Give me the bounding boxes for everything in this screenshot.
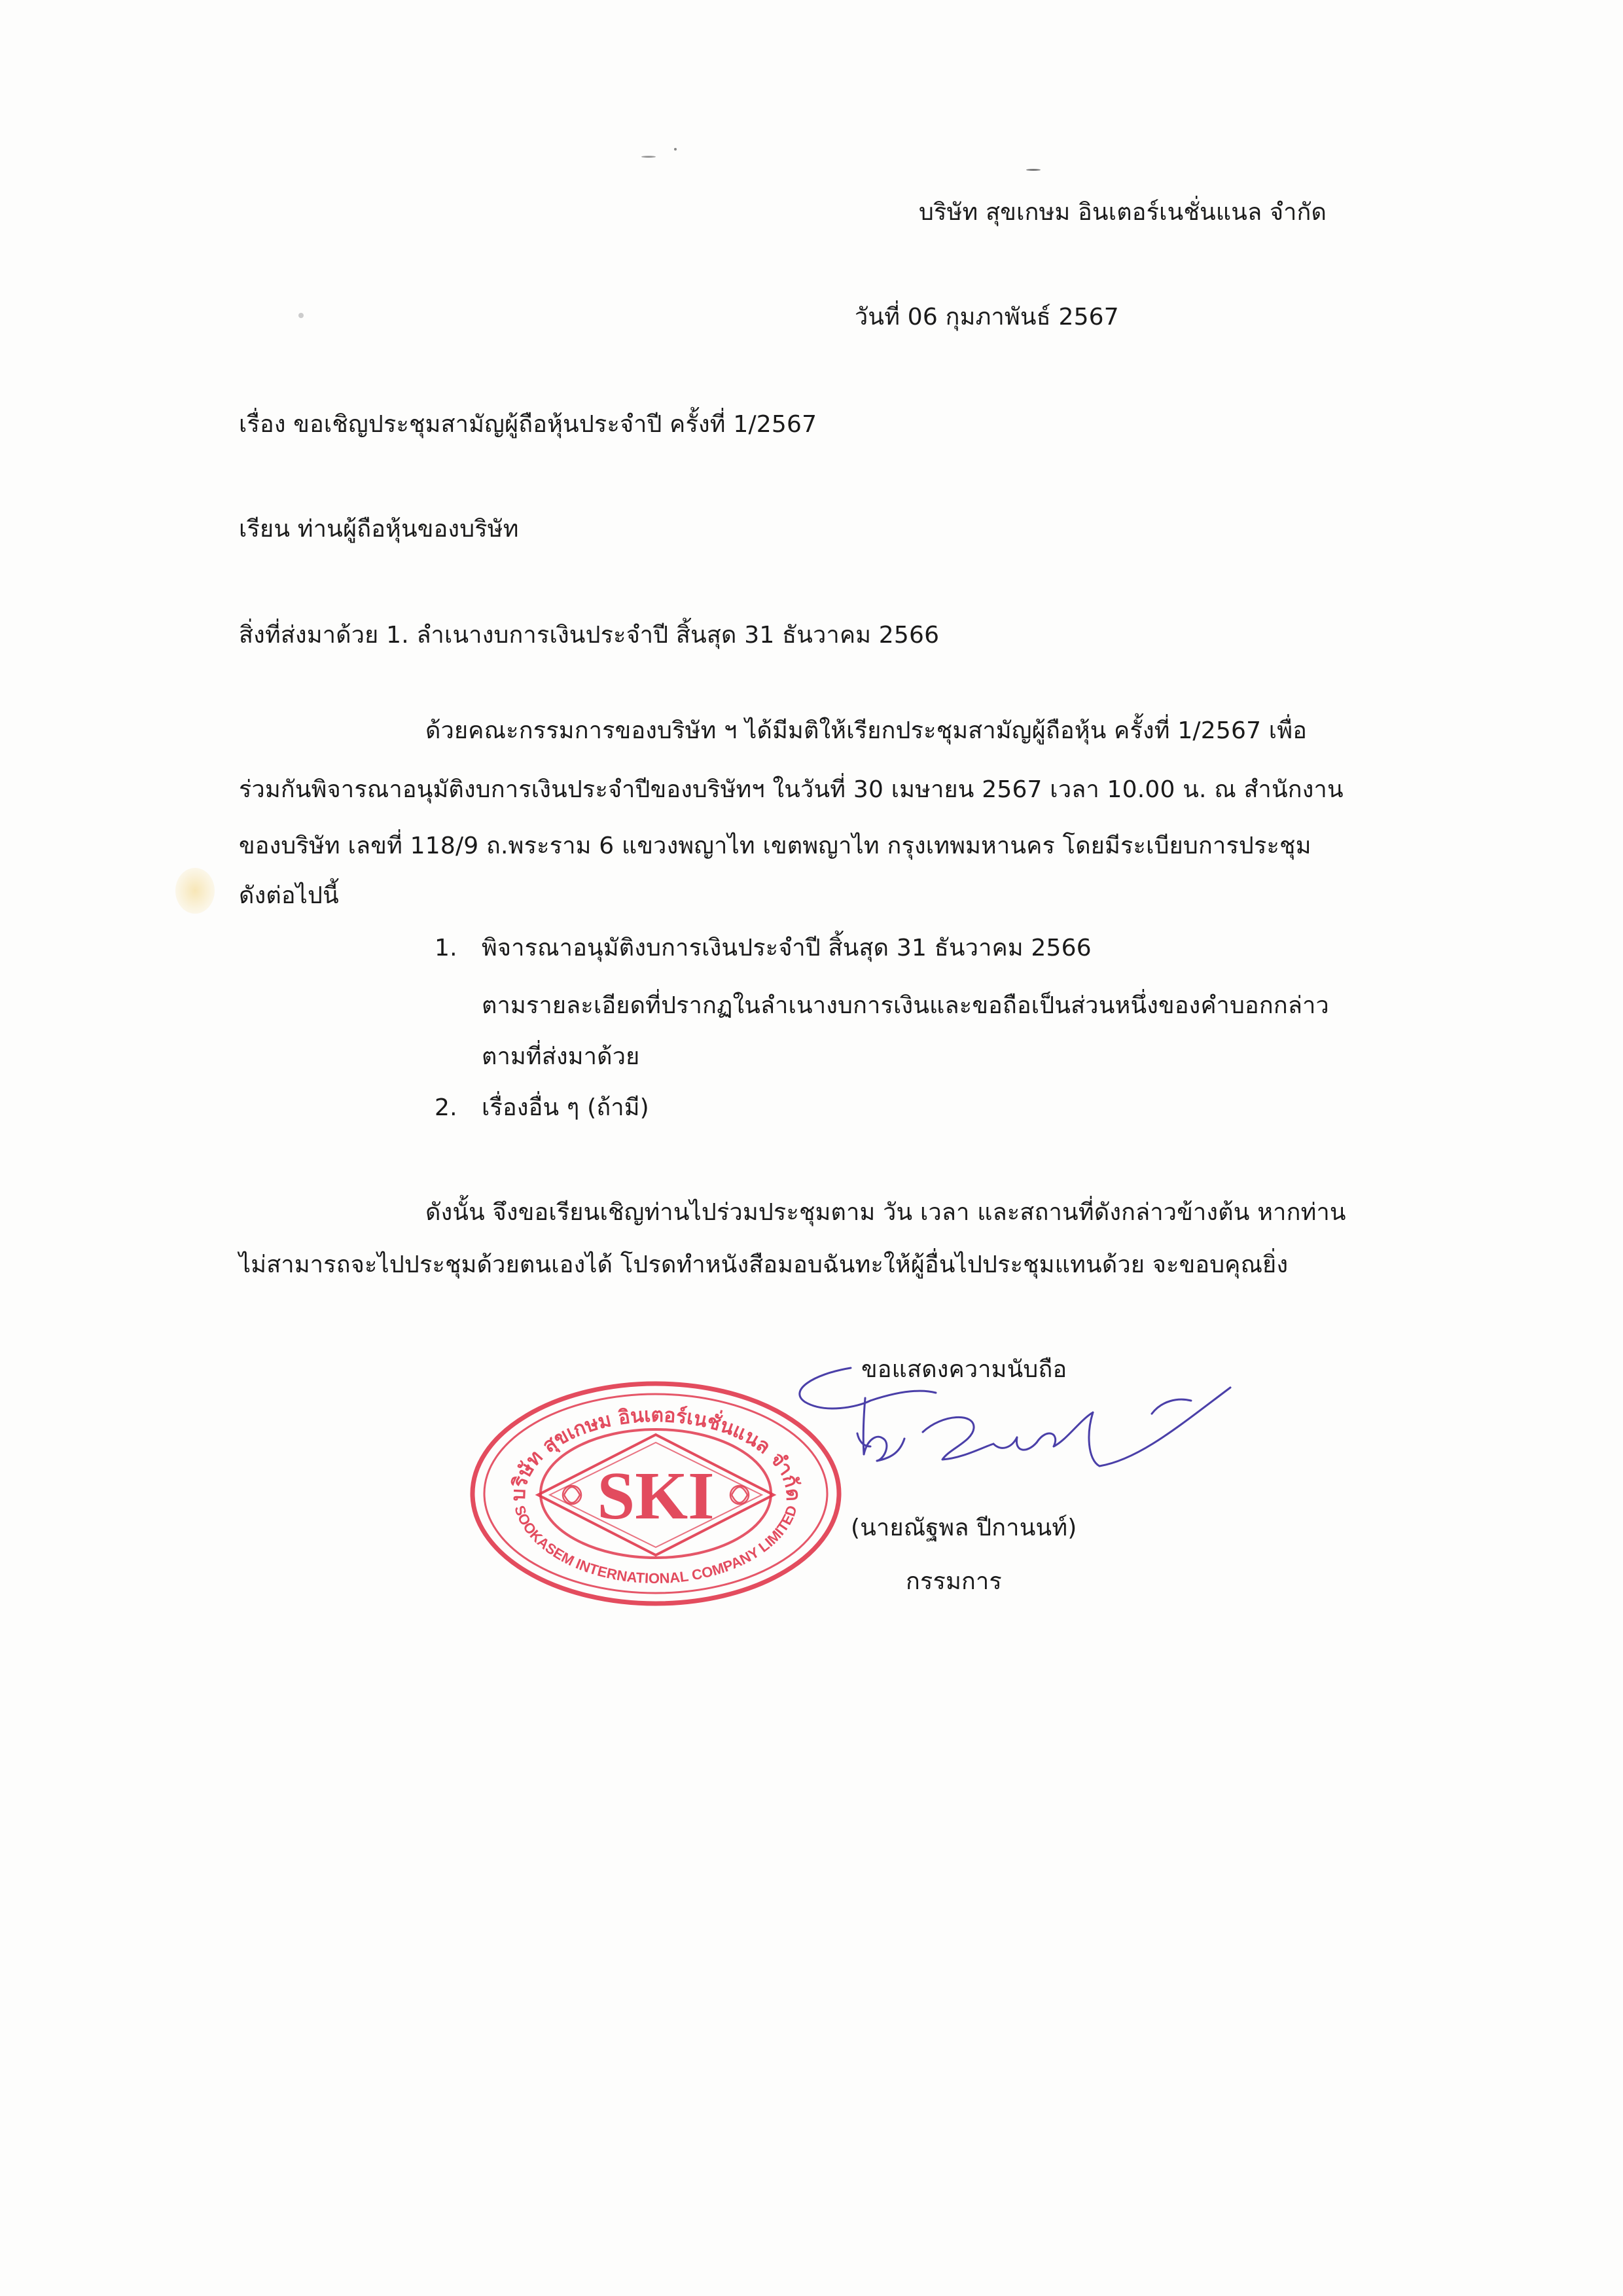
signature: [785, 1361, 1243, 1545]
scan-speck: [674, 148, 677, 151]
scan-speck: [641, 156, 656, 158]
subject-line: เรื่อง ขอเชิญประชุมสามัญผู้ถือหุ้นประจำปี ครั้งที่ 1/2567: [239, 411, 817, 438]
scan-speck: [298, 313, 304, 318]
enclosure-line: สิ่งที่ส่งมาด้วย 1. ลำเนางบการเงินประจำปี สิ้นสุด 31 ธันวาคม 2566: [239, 622, 940, 649]
agenda-number: 2.: [435, 1094, 457, 1121]
letter-date: วันที่ 06 กุมภาพันธ์ 2567: [855, 304, 1119, 331]
company-name: บริษัท สุขเกษม อินเตอร์เนชั่นแนล จำกัด: [919, 199, 1327, 226]
closing-salutation: ขอแสดงความนับถือ: [861, 1356, 1067, 1383]
para1-line: ดังต่อไปนี้: [239, 882, 339, 909]
para1-line: ร่วมกันพิจารณาอนุมัติงบการเงินประจำปีของบริษัทฯ ในวันที่ 30 เมษายน 2567 เวลา 10.00 น. ณ สำนักงาน: [239, 776, 1344, 803]
seal-bottom-text: SOOKASEM INTERNATIONAL COMPANY LIMITED: [511, 1503, 800, 1587]
para1-line: ด้วยคณะกรรมการของบริษัท ฯ ได้มีมติให้เรียกประชุมสามัญผู้ถือหุ้น ครั้งที่ 1/2567 เพื่อ: [425, 717, 1308, 744]
agenda-line: เรื่องอื่น ๆ (ถ้ามี): [482, 1094, 649, 1121]
para2-line: ดังนั้น จึงขอเรียนเชิญท่านไปร่วมประชุมตาม วัน เวลา และสถานที่ดังกล่าวข้างต้น หากท่าน: [425, 1199, 1346, 1226]
signatory-name: (นายณัฐพล ปีกานนท์): [851, 1515, 1077, 1541]
agenda-line: ตามรายละเอียดที่ปรากฏในลำเนางบการเงินและขอถือเป็นส่วนหนึ่งของคำบอกกล่าว: [482, 992, 1329, 1019]
signatory-title: กรรมการ: [906, 1568, 1002, 1595]
scan-speck: [1026, 169, 1041, 171]
agenda-line: ตามที่ส่งมาด้วย: [482, 1043, 640, 1070]
para2-line: ไม่สามารถจะไปประชุมด้วยตนเองได้ โปรดทำหนังสือมอบฉันทะให้ผู้อื่นไปประชุมแทนด้วย จะขอบคุณยิ่ง: [239, 1251, 1289, 1278]
recipient-line: เรียน ท่านผู้ถือหุ้นของบริษัท: [239, 516, 519, 543]
agenda-line: พิจารณาอนุมัติงบการเงินประจำปี สิ้นสุด 31 ธันวาคม 2566: [482, 935, 1092, 961]
agenda-number: 1.: [435, 935, 457, 961]
para1-line: ของบริษัท เลขที่ 118/9 ถ.พระราม 6 แขวงพญาไท เขตพญาไท กรุงเทพมหานคร โดยมีระเบียบการประชุม: [239, 833, 1311, 859]
seal-top-text: บริษัท สุขเกษม อินเตอร์เนชั่นแนล จำกัด: [507, 1403, 805, 1502]
seal-logo: SKI: [597, 1458, 715, 1534]
paper-stain: [175, 868, 215, 914]
